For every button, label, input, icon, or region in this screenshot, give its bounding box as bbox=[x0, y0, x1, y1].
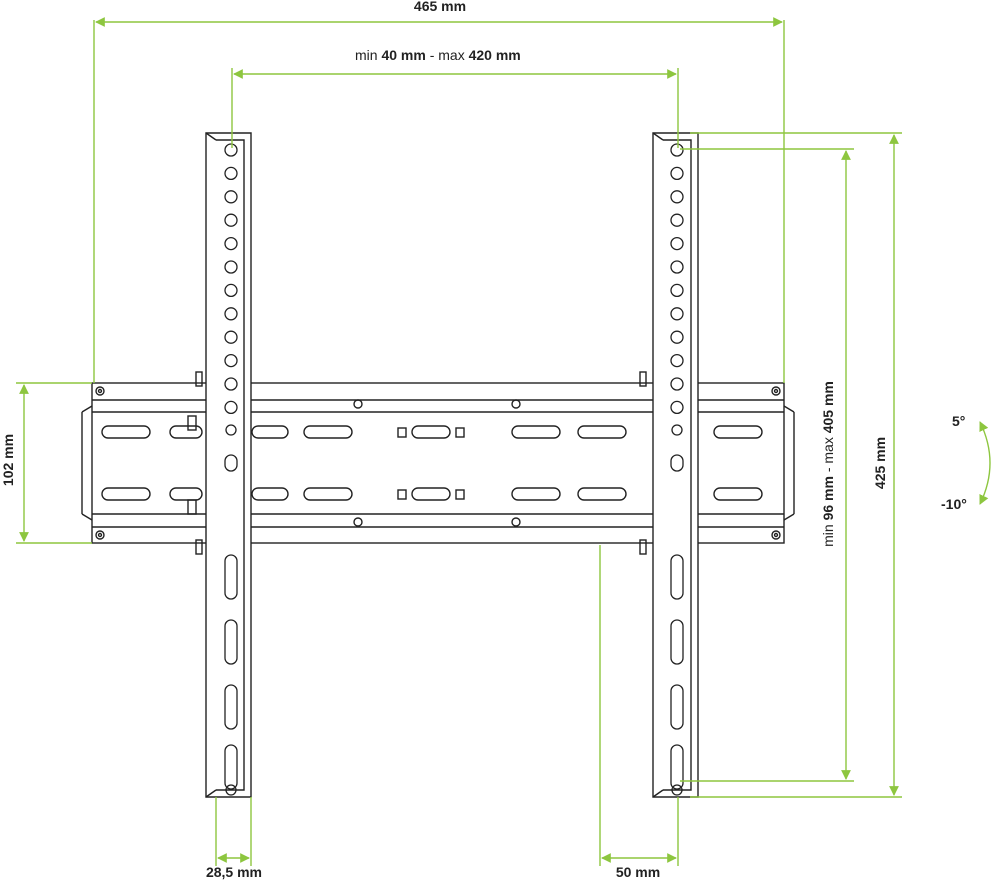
vesa-vertical-max: 405 mm bbox=[820, 381, 836, 434]
tilt-up-label: 5° bbox=[952, 413, 966, 429]
wall-distance-label: 50 mm bbox=[615, 864, 661, 880]
left-arm bbox=[206, 133, 251, 797]
vesa-horizontal-sep: - max bbox=[429, 47, 465, 63]
rail-height-label: 102 mm bbox=[0, 433, 16, 487]
overall-height-label: 425 mm bbox=[872, 436, 888, 490]
vesa-horizontal-label bbox=[355, 47, 521, 63]
vesa-horizontal-prefix: min bbox=[355, 47, 378, 63]
dimension-lines bbox=[16, 20, 990, 866]
vesa-vertical-min: 96 mm bbox=[820, 476, 836, 521]
vesa-vertical-prefix: min bbox=[820, 524, 836, 547]
arm-width-label: 28,5 mm bbox=[205, 864, 263, 880]
vesa-vertical-label bbox=[820, 359, 836, 569]
right-arm bbox=[653, 133, 698, 797]
tilt-down-label: -10° bbox=[941, 496, 967, 512]
vesa-vertical-sep: - max bbox=[820, 437, 836, 473]
vesa-horizontal-max: 420 mm bbox=[468, 47, 521, 63]
tilt-arc bbox=[980, 422, 990, 504]
overall-width-label: 465 mm bbox=[413, 0, 467, 14]
vesa-horizontal-min: 40 mm bbox=[381, 47, 426, 63]
